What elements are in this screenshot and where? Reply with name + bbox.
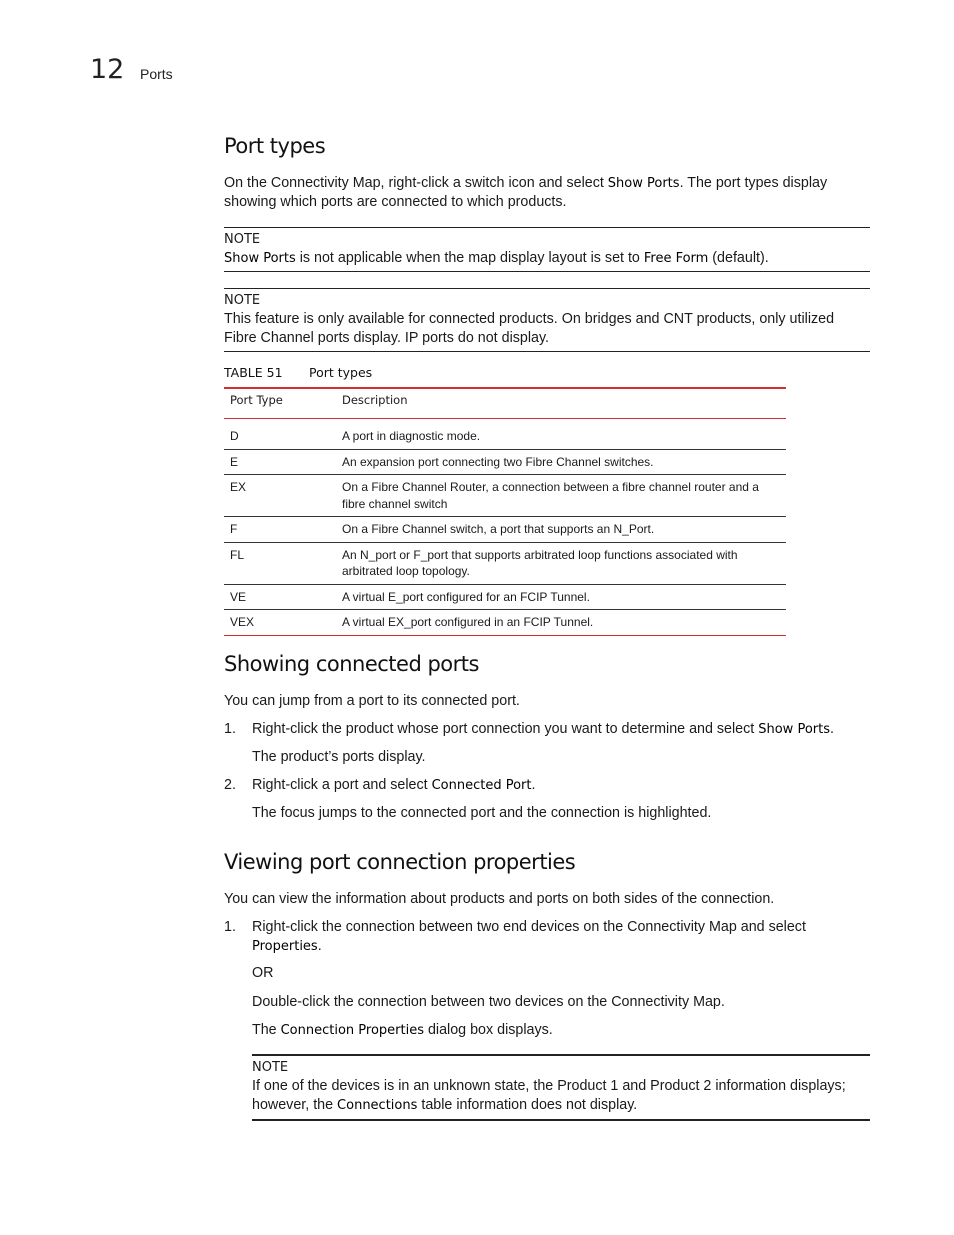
note-text-c: table information does not display. xyxy=(417,1097,638,1113)
note-connected-products xyxy=(224,288,870,352)
note-unknown-state xyxy=(252,1054,870,1121)
section-heading-port-types: Port types xyxy=(224,134,326,158)
connection-properties-term: Connection Properties xyxy=(280,1023,424,1038)
port-types-intro xyxy=(224,174,870,212)
step-result xyxy=(252,1021,870,1040)
note-connections-term: Connections xyxy=(337,1098,418,1113)
step-number: 1. xyxy=(224,919,236,935)
step-text-c: . xyxy=(531,777,536,793)
table-caption xyxy=(224,365,373,380)
step-2-result: The focus jumps to the connected port and the connection is highlighted. xyxy=(252,805,712,821)
note-text-d: (default). xyxy=(708,250,769,266)
table-cell-description: An N_port or F_port that supports arbitrated loop functions associated with arbitrated loop topology. xyxy=(336,542,786,584)
showing-ports-intro: You can jump from a port to its connected port. xyxy=(224,693,520,709)
table-row xyxy=(224,449,786,475)
intro-text-a: On the Connectivity Map, right-click a switch icon and select xyxy=(224,175,608,191)
chapter-number: 12 xyxy=(90,54,125,85)
chapter-title: Ports xyxy=(140,66,173,82)
table-cell-port-type: EX xyxy=(224,475,336,517)
step-properties-term: Properties xyxy=(252,939,318,954)
table-cell-port-type: FL xyxy=(224,542,336,584)
step-text-a: Right-click a port and select xyxy=(252,777,432,793)
port-types-table xyxy=(224,387,786,636)
table-cell-description: A port in diagnostic mode. xyxy=(336,419,786,450)
step-1-result: The product’s ports display. xyxy=(252,749,426,765)
note-label: NOTE xyxy=(224,232,261,247)
column-header-description: Description xyxy=(336,388,786,419)
step-number: 1. xyxy=(224,721,236,737)
viewing-properties-intro: You can view the information about products and ports on both sides of the connection. xyxy=(224,891,775,907)
table-cell-port-type: VEX xyxy=(230,615,255,629)
step-connected-port-term: Connected Port xyxy=(431,778,532,793)
table-cell-description: On a Fibre Channel Router, a connection between a fibre channel router and a fibre channel switch xyxy=(336,475,786,517)
table-row xyxy=(224,419,786,450)
table-cell-port-type: F xyxy=(224,517,336,543)
table-header-row xyxy=(224,388,786,419)
table-cell-port-type: VE xyxy=(224,584,336,610)
intro-show-ports: Show Ports xyxy=(607,176,680,191)
note-label: NOTE xyxy=(224,293,261,308)
note-text: This feature is only available for connected products. On bridges and CNT products, only utilized Fibre Channel ports display. IP ports do not display. xyxy=(224,311,835,346)
note-show-ports-term: Show Ports xyxy=(224,251,296,266)
table-row xyxy=(224,610,786,636)
table-cell-description: A virtual E_port configured for an FCIP Tunnel. xyxy=(336,584,786,610)
note-free-form-term: Free Form xyxy=(643,251,709,266)
step-text-c: . xyxy=(317,938,322,954)
table-title: Port types xyxy=(309,365,373,380)
note-show-ports xyxy=(224,227,870,272)
column-header-port-type: Port Type xyxy=(224,388,336,419)
note-text-a: If one of the devices is in an unknown state, the Product 1 and Product 2 information displays; however, the xyxy=(252,1078,846,1113)
table-number: TABLE 51 xyxy=(224,365,283,380)
table-cell-description: A virtual EX_port configured in an FCIP Tunnel. xyxy=(342,615,594,629)
step-text-a: Right-click the connection between two end devices on the Connectivity Map and select xyxy=(252,919,806,935)
step-text-a: Right-click the product whose port connection you want to determine and select xyxy=(252,721,759,737)
alternative-step: Double-click the connection between two devices on the Connectivity Map. xyxy=(252,994,725,1010)
note-label: NOTE xyxy=(252,1060,289,1075)
table-cell-description: An expansion port connecting two Fibre Channel switches. xyxy=(336,449,786,475)
step-text xyxy=(252,918,870,956)
result-text-a: The xyxy=(252,1022,281,1038)
table-row xyxy=(224,517,786,543)
table-cell-port-type: D xyxy=(224,419,336,450)
table-cell-port-type: E xyxy=(224,449,336,475)
section-heading-viewing-port-connection-properties: Viewing port connection properties xyxy=(224,850,576,874)
step-text-c: . xyxy=(830,721,834,737)
result-text-c: dialog box displays. xyxy=(424,1022,553,1038)
step-number: 2. xyxy=(224,777,236,793)
step-text xyxy=(252,776,870,795)
table-cell-description: On a Fibre Channel switch, a port that supports an N_Port. xyxy=(336,517,786,543)
section-heading-showing-connected-ports: Showing connected ports xyxy=(224,652,479,676)
intro-text-c: . The port types display showing which ports are connected to which products. xyxy=(224,175,828,210)
table-row xyxy=(224,584,786,610)
step-text xyxy=(252,720,870,739)
step-show-ports-term: Show Ports xyxy=(758,722,830,737)
table-row xyxy=(224,475,786,517)
table-row xyxy=(224,542,786,584)
note-text-b: is not applicable when the map display layout is set to xyxy=(295,250,644,266)
or-label: OR xyxy=(252,965,274,981)
